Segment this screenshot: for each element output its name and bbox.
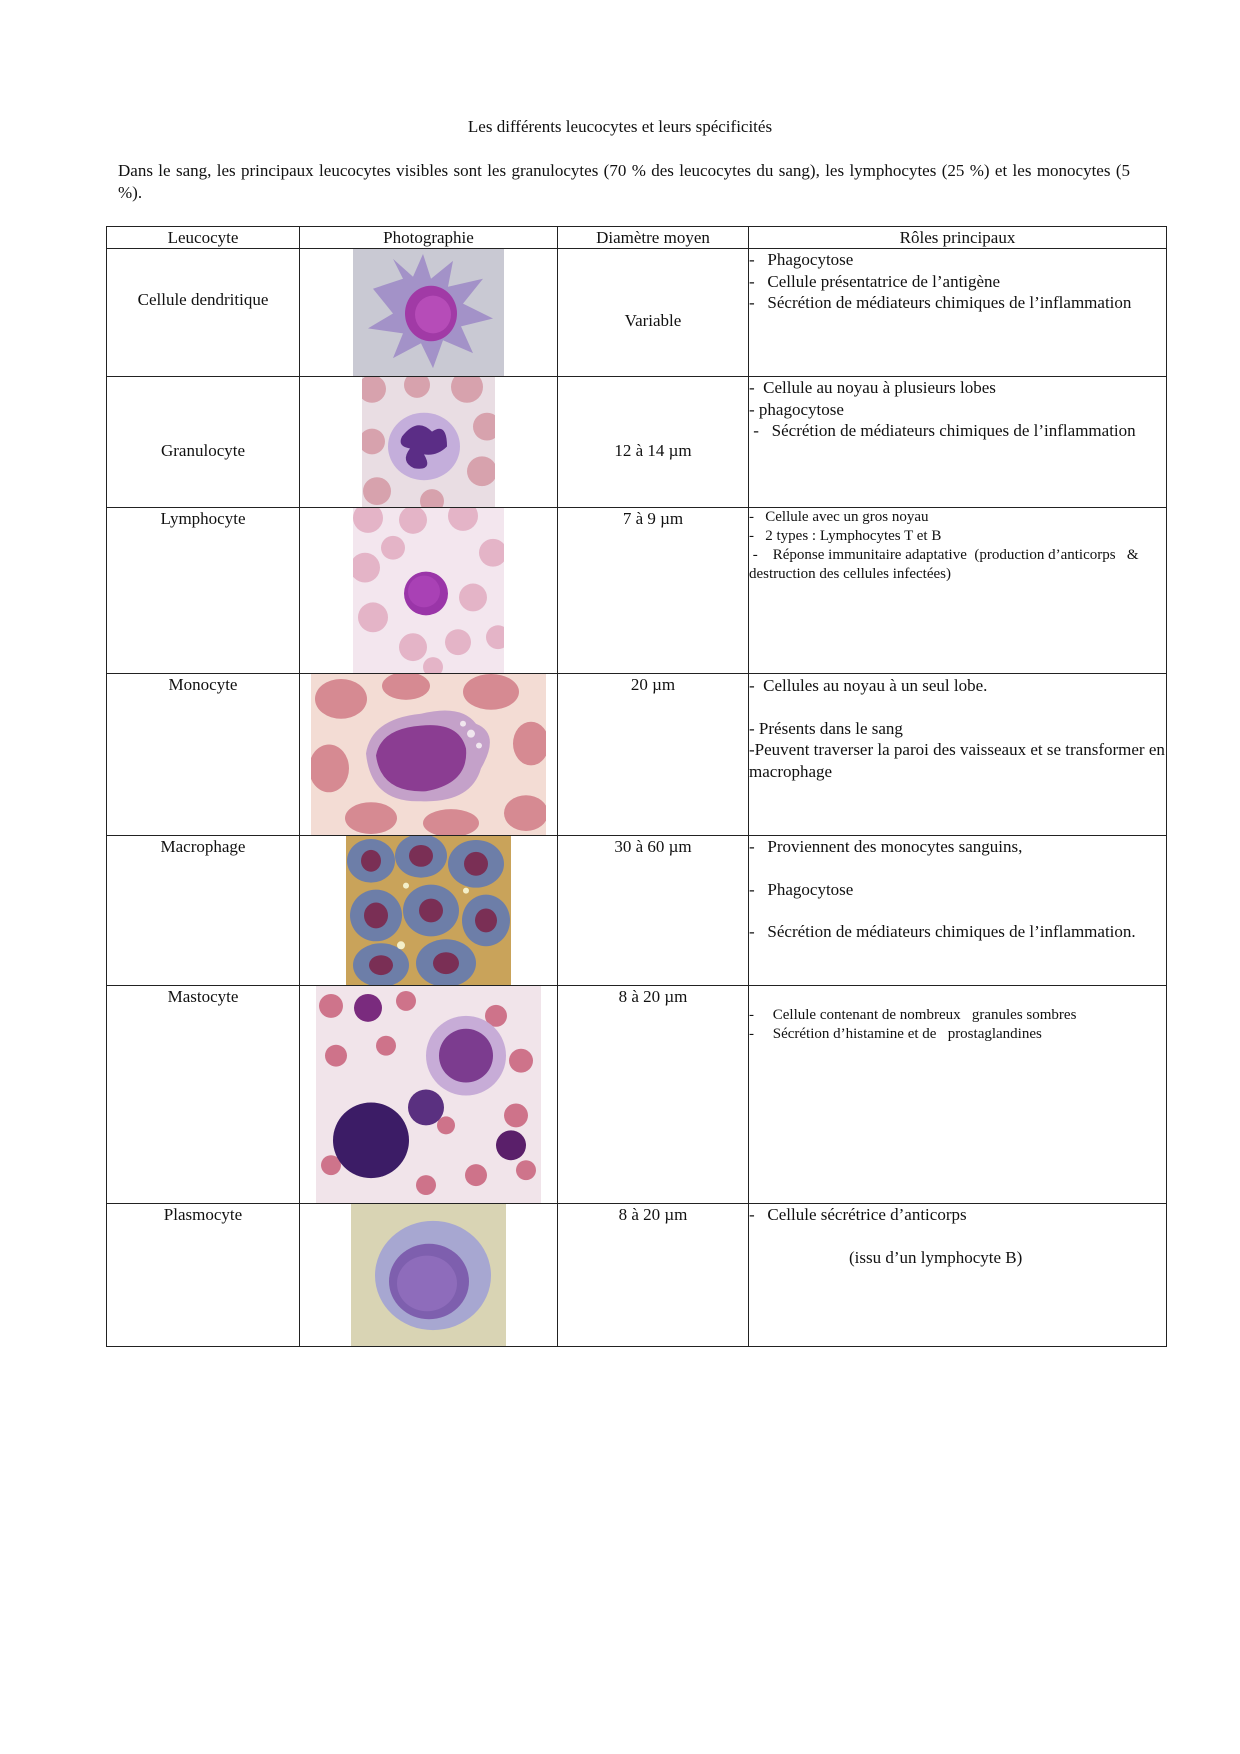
- cell-roles: [749, 674, 1170, 836]
- cell-diameter: 20 µm: [558, 674, 749, 836]
- role-item: - 2 types : Lymphocytes T et B: [749, 528, 942, 544]
- cell-diameter: [558, 249, 749, 377]
- role-note: (issu d’un lymphocyte B): [849, 1247, 1023, 1267]
- role-item: - Sécrétion de médiateurs chimiques de l’inflammation.: [749, 922, 1136, 941]
- cell-name: Mastocyte: [107, 986, 300, 1204]
- cell-name: Plasmocyte: [107, 1204, 300, 1347]
- macrophage-image: [346, 836, 511, 985]
- intro-paragraph: Dans le sang, les principaux leucocytes visibles sont les granulocytes (70 % des leucocytes du sang), les lymphocytes (25 %) et les monocytes (5 %).: [118, 161, 1130, 202]
- dendritic-cell-image: [353, 249, 504, 376]
- cell-name: [107, 249, 300, 377]
- role-item: - Proviennent des monocytes sanguins,: [749, 837, 1023, 856]
- header-roles: Rôles principaux: [749, 227, 1167, 249]
- role-item: - Sécrétion de médiateurs chimiques de l’inflammation: [749, 293, 1132, 312]
- role-gap: [749, 1226, 1166, 1247]
- header-leucocyte: Leucocyte: [107, 227, 300, 249]
- table-header-row: [107, 227, 1167, 249]
- table-row: [107, 986, 1167, 1204]
- row-diameter-granulocyte: 12 à 14 µm: [614, 441, 692, 460]
- role-item: - Cellule contenant de nombreux granules sombres: [749, 1007, 1077, 1023]
- photo-dendritic-cell: [300, 249, 558, 377]
- photo-plasmocyte: [300, 1204, 558, 1347]
- cell-diameter: 30 à 60 µm: [558, 836, 749, 986]
- photo-mastocyte: [300, 986, 558, 1204]
- role-gap: [749, 858, 1166, 879]
- photo-macrophage: [300, 836, 558, 986]
- role-item: -Peuvent traverser la paroi des vaisseaux et se transformer en macrophage: [749, 740, 1170, 781]
- cell-roles: [749, 836, 1167, 986]
- leucocyte-table: [106, 226, 1170, 1347]
- page-title: Les différents leucocytes et leurs spécificités: [467, 117, 773, 136]
- role-gap: [749, 900, 1166, 921]
- table-row: [107, 249, 1167, 377]
- photo-lymphocyte: [300, 508, 558, 674]
- row-name-granulocyte: Granulocyte: [160, 441, 246, 460]
- role-item: - Réponse immunitaire adaptative (production d’anticorps & destruction des cellules infectées): [749, 547, 1146, 582]
- cell-roles: [749, 508, 1167, 674]
- role-item: - Cellule sécrétrice d’anticorps: [749, 1205, 967, 1224]
- cell-diameter: 8 à 20 µm: [558, 986, 749, 1204]
- lymphocyte-image: [353, 508, 504, 673]
- table-row: [107, 377, 1167, 508]
- role-item: - Sécrétion d’histamine et de prostaglandines: [749, 1026, 1042, 1042]
- role-item: - Cellule au noyau à plusieurs lobes: [749, 378, 996, 397]
- header-diametre: Diamètre moyen: [558, 227, 749, 249]
- plasmocyte-image: [351, 1204, 506, 1346]
- role-gap: [749, 697, 1166, 718]
- table-row: [107, 508, 1167, 674]
- role-item: - Présents dans le sang: [749, 718, 903, 738]
- cell-name: Monocyte: [107, 674, 300, 836]
- cell-diameter: 8 à 20 µm: [558, 1204, 749, 1347]
- cell-roles: [749, 986, 1167, 1204]
- cell-roles: [749, 249, 1167, 377]
- table-row: [107, 674, 1167, 836]
- cell-roles: [749, 1204, 1167, 1347]
- table-row: [107, 836, 1167, 986]
- photo-granulocyte: [300, 377, 558, 508]
- role-item: - Phagocytose: [749, 250, 854, 269]
- header-photographie: Photographie: [300, 227, 558, 249]
- mastocyte-image: [316, 986, 541, 1203]
- cell-diameter: 7 à 9 µm: [558, 508, 749, 674]
- cell-name: Macrophage: [107, 836, 300, 986]
- role-item: - phagocytose: [749, 399, 844, 419]
- row-diameter-dendritique: Variable: [624, 311, 682, 330]
- role-item: - Cellules au noyau à un seul lobe.: [749, 676, 988, 695]
- role-item: - Phagocytose: [749, 879, 854, 899]
- cell-name: Lymphocyte: [107, 508, 300, 674]
- role-item: - Cellule avec un gros noyau: [749, 509, 929, 525]
- photo-monocyte: [300, 674, 558, 836]
- granulocyte-image: [362, 377, 495, 507]
- row-name-dendritique: Cellule dendritique: [137, 290, 269, 309]
- table-row: [107, 1204, 1167, 1347]
- monocyte-image: [311, 674, 546, 835]
- cell-name: [107, 377, 300, 508]
- cell-roles: [749, 377, 1167, 508]
- role-item: - Sécrétion de médiateurs chimiques de l’inflammation: [749, 421, 1136, 440]
- role-item: - Cellule présentatrice de l’antigène: [749, 271, 1001, 291]
- cell-diameter: [558, 377, 749, 508]
